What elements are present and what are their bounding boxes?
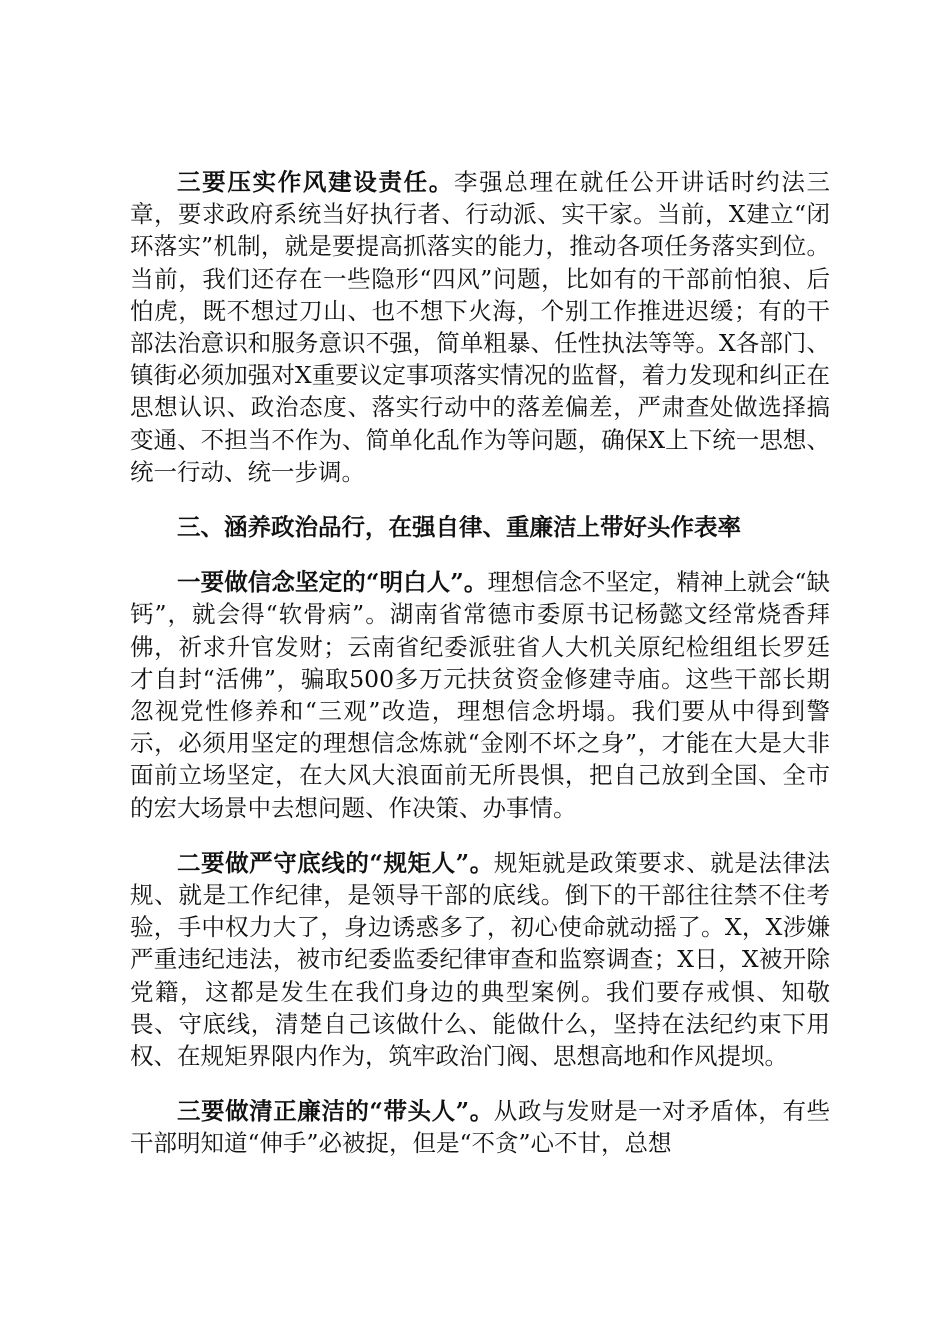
paragraph-text: 理想信念不坚定，精神上就会“缺钙”，就会得“软骨病”。湖南省常德市委原书记杨懿文经常烧香拜佛，祈求升官发财；云南省纪委派驻省人大机关原纪检组组长罗廷才自封“活佛”，骗取500多万元扶贫资金修建寺庙。这些干部长期忽视党性修养和“三观”改造，理想信念坍塌。我们要从中得到警示，必须用坚定的理想信念炼就“金刚不坏之身”，才能在大是大非面前立场坚定，在大风大浪面前无所畏惧，把自己放到全国、全市的宏大场景中去想问题、作决策、办事情。 bbox=[130, 568, 830, 822]
paragraph-text: 规矩就是政策要求、就是法律法规、就是工作纪律，是领导干部的底线。倒下的干部往往禁不住考验，手中权力大了，身边诱惑多了，初心使命就动摇了。X，X涉嫌严重违纪违法，被市纪委监委纪律审查和监察调查；X日，X被开除党籍，这都是发生在我们身边的典型案例。我们要存戒惧、知敬畏、守底线，清楚自己该做什么、能做什么，坚持在法纪约束下用权、在规矩界限内作为，筑牢政治门阀、思想高地和作风提坝。 bbox=[130, 848, 830, 1071]
paragraph-firm-belief bbox=[130, 566, 830, 824]
section-heading: 三、涵养政治品行，在强自律、重廉洁上带好头作表率 bbox=[177, 513, 741, 542]
paragraph-keep-rules bbox=[130, 847, 830, 1072]
paragraph-text: 从政与发财是一对矛盾体，有些干部明知道“伸手”必被捉，但是“不贪”心不甘，总想 bbox=[130, 1097, 830, 1158]
paragraph-text: 李强总理在就任公开讲话时约法三章，要求政府系统当好执行者、行动派、实干家。当前，X建立“闭环落实”机制，就是要提高抓落实的能力，推动各项任务落实到位。当前，我们还存在一些隐形“四风”问题，比如有的干部前怕狼、后怕虎，既不想过刀山、也不想下火海，个别工作推进迟缓；有的干部法治意识和服务意识不强，简单粗暴、任性执法等等。X各部门、镇街必须加强对X重要议定事项落实情况的监督，着力发现和纠正在思想认识、政治态度、落实行动中的落差偏差，严肃查处做选择搞变通、不担当不作为、简单化乱作为等问题，确保X上下统一思想、统一行动、统一步调。 bbox=[130, 168, 831, 486]
paragraph-integrity bbox=[130, 1095, 830, 1159]
paragraph-lead: 三要做清正廉洁的“带头人”。 bbox=[177, 1097, 494, 1126]
document-page bbox=[130, 166, 830, 1160]
paragraph-style-responsibility bbox=[130, 166, 830, 488]
paragraph-lead: 一要做信念坚定的“明白人”。 bbox=[177, 568, 488, 597]
paragraph-lead: 二要做严守底线的“规矩人”。 bbox=[177, 848, 494, 877]
paragraph-lead: 三要压实作风建设责任。 bbox=[177, 168, 454, 196]
